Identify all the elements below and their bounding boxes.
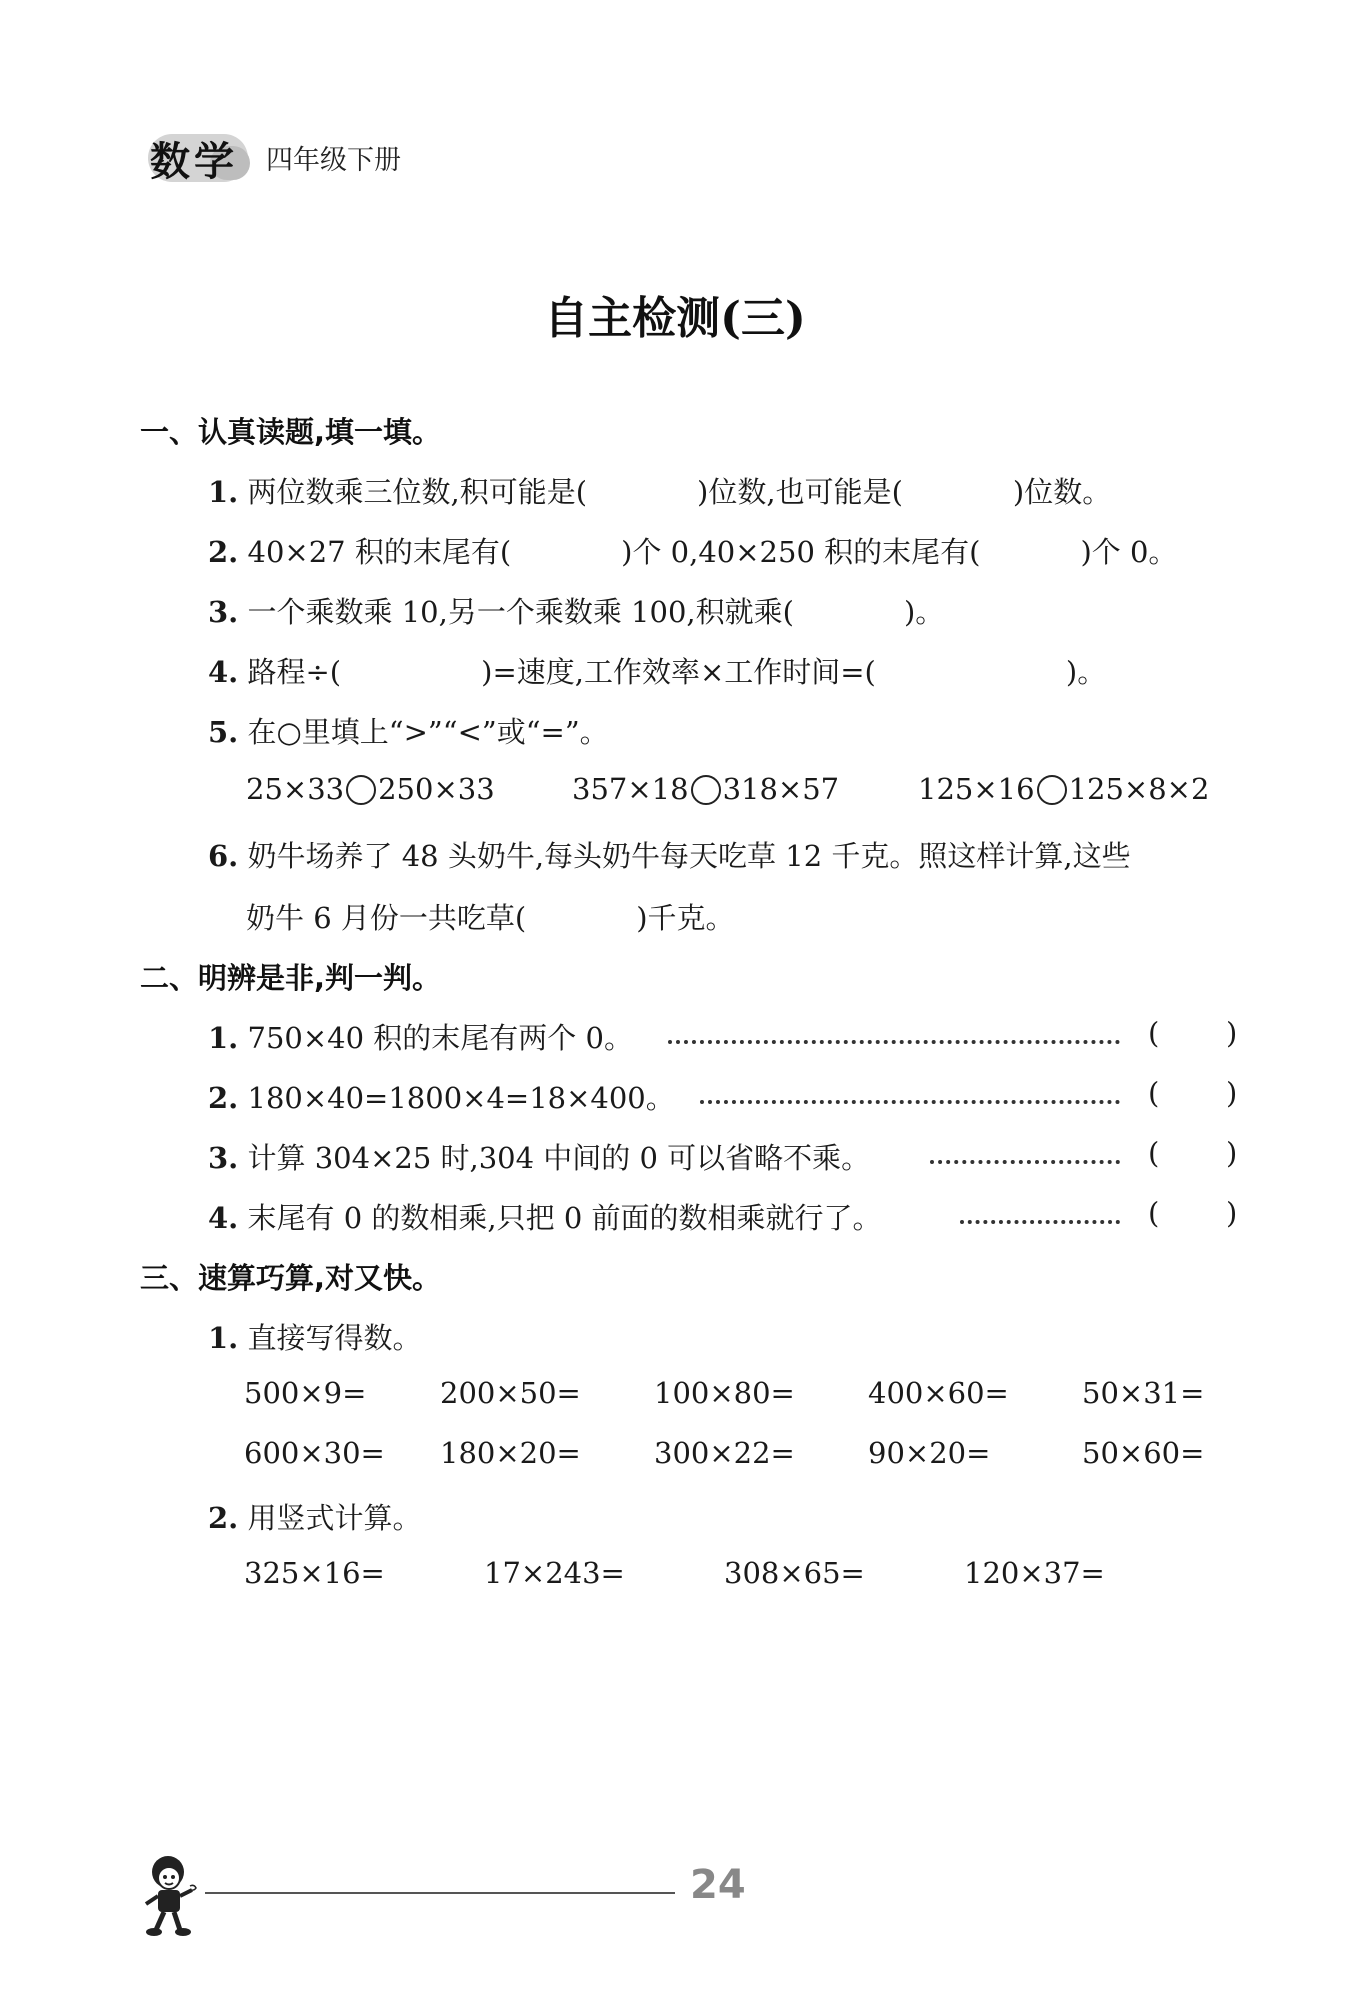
- oral-calc-item: 180×20=: [440, 1436, 581, 1470]
- question-number: 2.: [208, 1081, 239, 1115]
- header-subject: 数学: [150, 139, 238, 185]
- dot-leader: [700, 1100, 1120, 1104]
- dot-leader: [930, 1160, 1120, 1164]
- compare-right: 318×57: [722, 772, 840, 806]
- question-text: 直接写得数。: [247, 1321, 422, 1355]
- mascot-icon: [138, 1850, 202, 1940]
- s3-sub-1: [208, 1316, 422, 1357]
- question-number: 5.: [208, 715, 239, 749]
- judge-paren-open: (: [1148, 1196, 1160, 1230]
- s2-statement-2: [208, 1076, 675, 1117]
- judge-paren-close: ): [1226, 1196, 1238, 1230]
- s1-question-6-line2: [246, 896, 735, 937]
- question-text: 用竖式计算。: [247, 1501, 422, 1535]
- question-text: 奶牛场养了 48 头奶牛,每头奶牛每天吃草 12 千克。照这样计算,这些: [247, 839, 1131, 873]
- page-title: 自主检测(三): [544, 293, 806, 344]
- question-number: 2.: [208, 535, 239, 569]
- compare-item: [918, 772, 1209, 806]
- oral-calc-item: 50×31=: [1082, 1376, 1205, 1410]
- compare-circle[interactable]: [691, 775, 721, 805]
- question-text: )位数,也可能是(: [697, 475, 903, 509]
- statement-text: 750×40 积的末尾有两个 0。: [247, 1021, 633, 1055]
- compare-left: 125×16: [918, 772, 1035, 806]
- question-text: 一个乘数乘 10,另一个乘数乘 100,积就乘(: [247, 595, 794, 629]
- column-calc-item: 17×243=: [484, 1556, 625, 1590]
- section-1-heading: 一、认真读题,填一填。: [140, 415, 442, 449]
- s3-sub-2: [208, 1496, 422, 1537]
- question-number: 2.: [208, 1501, 239, 1535]
- compare-left: 357×18: [572, 772, 689, 806]
- question-number: 3.: [208, 1141, 239, 1175]
- question-number: 3.: [208, 595, 239, 629]
- header-grade: 四年级下册: [266, 145, 401, 176]
- question-text: )。: [1065, 655, 1107, 689]
- question-text: 路程÷(: [247, 655, 342, 689]
- judge-paren-close: ): [1226, 1076, 1238, 1110]
- s1-question-4: [208, 650, 1106, 691]
- oral-calc-item: 200×50=: [440, 1376, 581, 1410]
- question-number: 1.: [208, 475, 239, 509]
- question-text: 奶牛 6 月份一共吃草(: [246, 901, 527, 935]
- compare-item: [572, 772, 839, 806]
- oral-calc-item: 50×60=: [1082, 1436, 1205, 1470]
- compare-circle[interactable]: [346, 775, 376, 805]
- s2-statement-4: [208, 1196, 882, 1237]
- question-text: 两位数乘三位数,积可能是(: [247, 475, 588, 509]
- compare-left: 25×33: [246, 772, 345, 806]
- dot-leader: [960, 1220, 1120, 1224]
- question-number: 1.: [208, 1021, 239, 1055]
- statement-text: 末尾有 0 的数相乘,只把 0 前面的数相乘就行了。: [247, 1201, 882, 1235]
- oral-calc-item: 400×60=: [868, 1376, 1009, 1410]
- s2-statement-1: [208, 1016, 633, 1057]
- compare-item: [246, 772, 495, 806]
- oral-calc-item: 500×9=: [244, 1376, 367, 1410]
- column-calc-item: 308×65=: [724, 1556, 865, 1590]
- judge-paren-close: ): [1226, 1016, 1238, 1050]
- question-text: )。: [903, 595, 945, 629]
- section-2-heading: 二、明辨是非,判一判。: [140, 961, 442, 995]
- judge-paren-open: (: [1148, 1076, 1160, 1110]
- oral-calc-item: 100×80=: [654, 1376, 795, 1410]
- page-number: 24: [690, 1862, 746, 1908]
- question-text: )千克。: [636, 901, 735, 935]
- statement-text: 计算 304×25 时,304 中间的 0 可以省略不乘。: [247, 1141, 871, 1175]
- question-number: 6.: [208, 839, 239, 873]
- s1-question-1: [208, 470, 1111, 511]
- s2-statement-3: [208, 1136, 870, 1177]
- section-3-heading: 三、速算巧算,对又快。: [140, 1261, 442, 1295]
- judge-paren-close: ): [1226, 1136, 1238, 1170]
- oral-calc-item: 90×20=: [868, 1436, 991, 1470]
- compare-circle[interactable]: [1037, 775, 1067, 805]
- s1-question-5: [208, 710, 609, 751]
- s1-question-6: [208, 834, 1131, 875]
- question-number: 4.: [208, 1201, 239, 1235]
- question-text: 在○里填上“>”“<”或“=”。: [247, 715, 609, 749]
- compare-right: 125×8×2: [1068, 772, 1210, 806]
- compare-right: 250×33: [378, 772, 495, 806]
- question-text: )=速度,工作效率×工作时间=(: [481, 655, 876, 689]
- statement-text: 180×40=1800×4=18×400。: [247, 1081, 675, 1115]
- question-number: 4.: [208, 655, 239, 689]
- question-number: 1.: [208, 1321, 239, 1355]
- footer-rule: [205, 1892, 675, 1894]
- oral-calc-item: 600×30=: [244, 1436, 385, 1470]
- column-calc-item: 325×16=: [244, 1556, 385, 1590]
- s1-question-3: [208, 590, 944, 631]
- question-text: )位数。: [1012, 475, 1112, 509]
- oral-calc-item: 300×22=: [654, 1436, 795, 1470]
- judge-paren-open: (: [1148, 1016, 1160, 1050]
- dot-leader: [668, 1040, 1120, 1044]
- column-calc-item: 120×37=: [964, 1556, 1105, 1590]
- question-text: )个 0,40×250 积的末尾有(: [621, 535, 981, 569]
- s1-question-2: [208, 530, 1177, 571]
- question-text: 40×27 积的末尾有(: [247, 535, 512, 569]
- judge-paren-open: (: [1148, 1136, 1160, 1170]
- question-text: )个 0。: [1080, 535, 1178, 569]
